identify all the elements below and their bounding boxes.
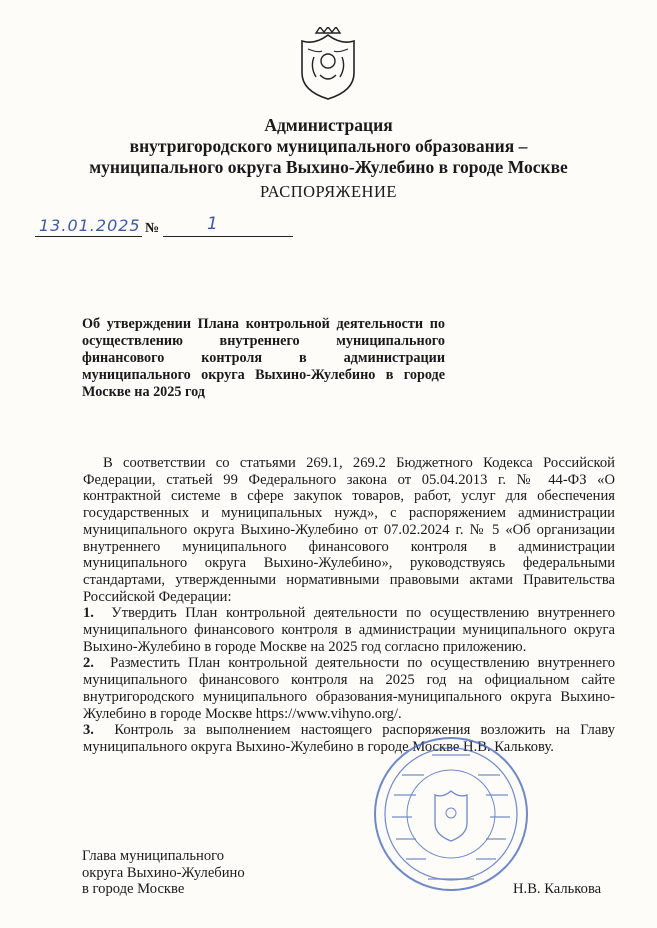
document-type: РАСПОРЯЖЕНИЕ [260,182,397,201]
number-underline [163,236,293,237]
number-sign: № [145,221,160,236]
handwritten-date: 13.01.2025 [39,216,141,235]
document-subject: Об утверждении Плана контрольной деятельности по осуществлению внутреннего муниципального финансового контроля в администрации муниципального округа Выхино-Жулебино в городе Москве на 2025 год [82,316,445,400]
document-body [83,455,615,756]
list-item [83,722,615,755]
date-underline [35,236,142,237]
signatory-title-line-2: округа Выхино-Жулебино [82,864,245,881]
signatory-title-line-1: Глава муниципального [82,848,225,864]
header-line-1: Администрация [264,115,393,135]
header-line-3: муниципального округа Выхино-Жулебино в городе Москве [89,157,568,177]
list-item [83,655,615,722]
header-line-2: внутригородского муниципального образования – [129,136,528,156]
date-number-line [35,216,295,240]
coat-of-arms-emblem [296,27,360,101]
item-number: 1. [83,605,94,622]
handwritten-number: 1 [207,214,218,234]
list-item [83,605,615,655]
official-seal-stamp [372,735,530,893]
item-number: 2. [83,655,94,672]
item-text: Утвердить План контрольной деятельности по осуществлению внутреннего муниципального финансового контроля в администрации муниципального округа Выхино-Жулебино в городе Москве на 2025 год согласно приложению. [83,605,615,655]
item-text: Контроль за выполнением настоящего распоряжения возложить на Главу муниципального округа Выхино-Жулебино в городе Москве Н.В. Калькову. [83,722,615,755]
signatory-title-line-3: в городе Москве [82,881,185,897]
item-number: 3. [83,722,94,739]
item-text: Разместить План контрольной деятельности по осуществлению внутреннего муниципального финансового контроля на 2025 год на официальном сайте внутригородского муниципального образования-муниципального округа Выхино-Жулебино в городе Москве https://www.vihyno.org/. [83,655,615,722]
issuer-header [40,115,617,178]
signatory-title [82,848,245,898]
signatory-name: Н.В. Калькова [513,881,602,897]
intro-paragraph: В соответствии со статьями 269.1, 269.2 Бюджетного Кодекса Российской Федерации, статьей 99 Федерального закона от 05.04.2013 г. № 44-ФЗ «О контрактной системе в сфере закупок товаров, работ, услуг для обеспечения государственных и муниципальных нужд», с распоряжением администрации муниципального округа Выхино-Жулебино от 07.02.2024 г. № 5 «Об организации внутреннего муниципального финансового контроля в администрации муниципального округа Выхино-Жулебино», руководствуясь федеральными стандартами, утвержденными нормативными правовыми актами Правительства Российской Федерации: [83,455,615,605]
